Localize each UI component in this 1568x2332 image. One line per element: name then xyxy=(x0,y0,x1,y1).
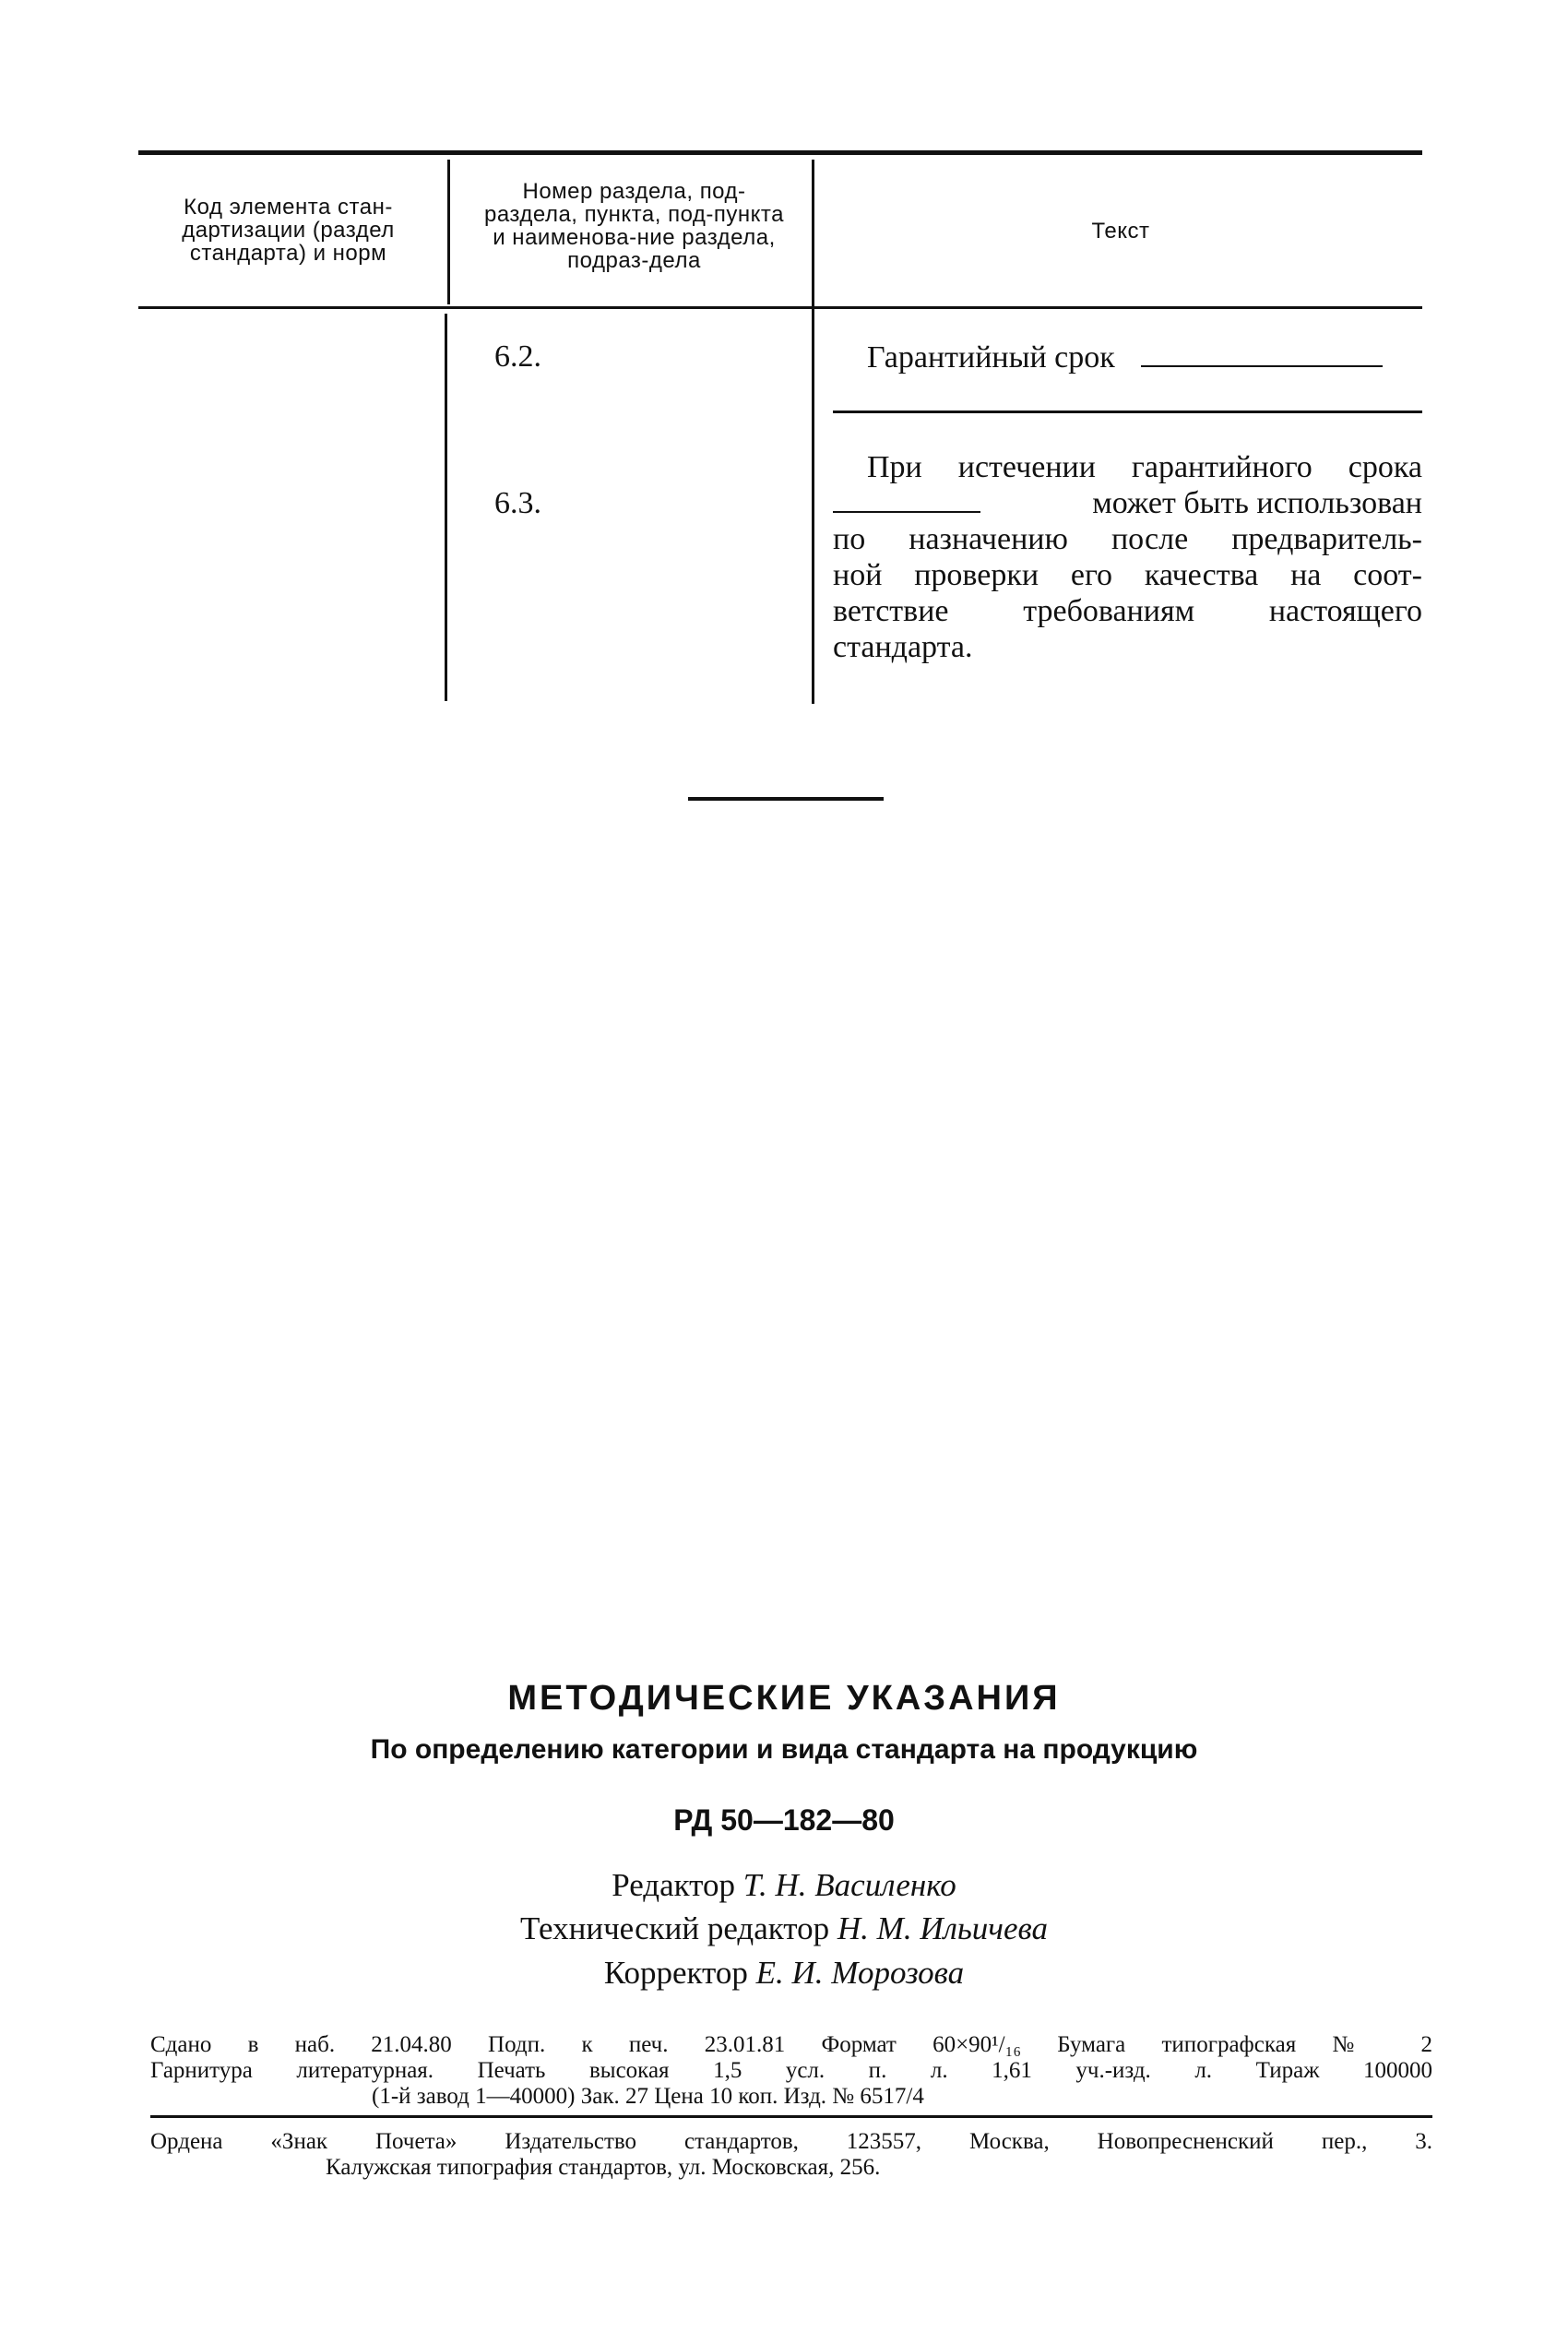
end-divider xyxy=(688,797,884,801)
row-text-6-2 xyxy=(867,339,1422,375)
row-text-6-3 xyxy=(833,449,1422,665)
credit-role: Корректор xyxy=(603,1955,748,1991)
text-fragment: может быть использован xyxy=(1092,486,1422,520)
text-line: ной проверки его качества на соот- xyxy=(833,558,1422,592)
text-line: При истечении гарантийного срока xyxy=(867,450,1422,484)
column-divider-2 xyxy=(445,314,447,701)
row-number-6-2: 6.2. xyxy=(494,339,541,374)
document-code: РД 50—182—80 xyxy=(673,1803,895,1837)
imprint-line: Гарнитура литературная. Печать высокая 1,5 усл. п. л. 1,61 уч.-изд. л. Тираж 100000 xyxy=(150,2058,1432,2083)
imprint-line: (1-й завод 1—40000) Зак. 27 Цена 10 коп. Изд. № 6517/4 xyxy=(372,2084,924,2109)
text-line: по назначению после предваритель- xyxy=(833,522,1422,556)
row-number-6-3: 6.3. xyxy=(494,486,541,520)
header-code-element: Код элемента стан-дартизации (раздел стандарта) и норм xyxy=(182,195,395,266)
publisher xyxy=(150,2129,1432,2181)
text-line: ветствие требованиям настоящего xyxy=(833,594,1422,628)
subtitle: По определению категории и вида стандарта на продукцию xyxy=(370,1734,1198,1765)
publisher-line: Ордена «Знак Почета» Издательство стандартов, 123557, Москва, Новопресненский пер., 3. xyxy=(150,2129,1432,2154)
credit-role: Редактор xyxy=(612,1867,735,1903)
header-text: Текст xyxy=(1091,219,1150,244)
credit-name: Е. И. Морозова xyxy=(755,1955,965,1991)
blank-line xyxy=(1141,365,1383,367)
blank-line xyxy=(833,511,980,513)
row-separator xyxy=(833,410,1422,413)
credit-tech-editor xyxy=(0,1910,1568,1947)
table-top-rule xyxy=(138,150,1422,155)
text-line xyxy=(833,485,1422,521)
table-header-rule xyxy=(138,306,1422,309)
credit-role: Технический редактор xyxy=(520,1910,830,1946)
main-title: МЕТОДИЧЕСКИЕ УКАЗАНИЯ xyxy=(507,1679,1061,1718)
credit-editor xyxy=(0,1867,1568,1904)
guarantee-period-label: Гарантийный срок xyxy=(867,340,1115,375)
publisher-line: Калужская типография стандартов, ул. Московская, 256. xyxy=(326,2155,881,2180)
imprint-rule xyxy=(150,2115,1432,2118)
credit-name: Н. М. Ильичева xyxy=(837,1910,1048,1946)
header-section-number: Номер раздела, под-раздела, пункта, под-пункта и наименова-ние раздела, подраз-дела xyxy=(484,179,784,273)
credit-name: Т. Н. Василенко xyxy=(742,1867,956,1903)
text-line: стандарта. xyxy=(833,630,973,664)
column-divider-1 xyxy=(447,160,450,304)
credit-corrector xyxy=(0,1955,1568,1992)
imprint xyxy=(150,2032,1432,2110)
imprint-line: Сдано в наб. 21.04.80 Подп. к печ. 23.01.81 Формат 60×90¹/₁₆ Бумага типографская № 2 xyxy=(150,2032,1432,2057)
column-divider-3 xyxy=(812,160,814,704)
